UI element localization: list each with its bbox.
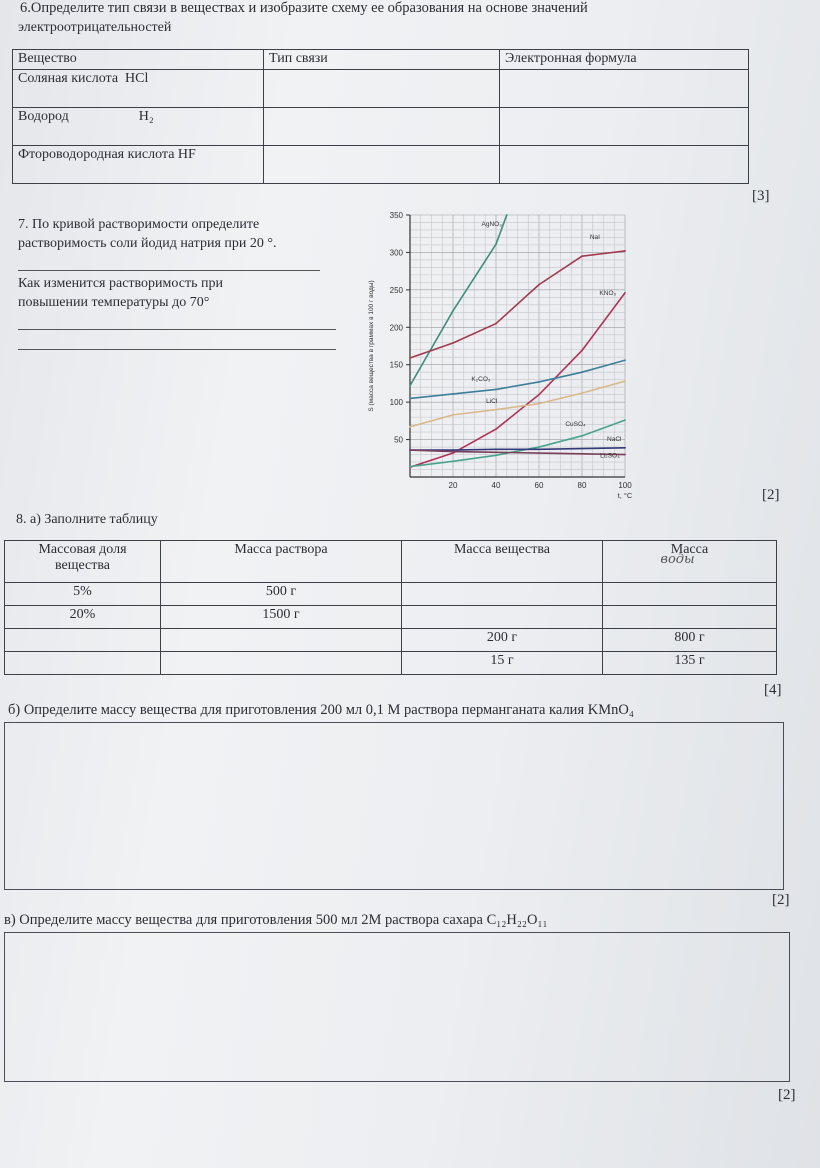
data-point bbox=[624, 359, 626, 361]
cell-mass-fraction[interactable]: 20% bbox=[5, 606, 161, 629]
data-point bbox=[495, 451, 497, 453]
q8-header-mass-fraction: Массовая доля вещества bbox=[5, 541, 161, 583]
data-point bbox=[409, 385, 411, 387]
q8b-answer-box[interactable] bbox=[4, 722, 784, 890]
series-label: CuSO₄ bbox=[565, 421, 586, 429]
y-tick-label: 250 bbox=[389, 285, 403, 295]
q6-table bbox=[12, 49, 749, 184]
cell-solution-mass[interactable] bbox=[161, 652, 402, 675]
substance-name: Фтороводородная кислота bbox=[18, 147, 175, 162]
y-tick-label: 50 bbox=[394, 435, 403, 445]
cell-solution-mass[interactable]: 1500 г bbox=[161, 606, 402, 629]
data-point bbox=[538, 284, 540, 286]
solubility-chart bbox=[355, 205, 645, 503]
series-label: LiCl bbox=[486, 397, 498, 405]
q8c-answer-box[interactable] bbox=[4, 932, 790, 1082]
y-tick-label: 100 bbox=[389, 398, 403, 408]
q6-header-substance: Вещество bbox=[13, 50, 264, 70]
data-point bbox=[495, 323, 497, 325]
q6-header-formula: Электронная формула bbox=[500, 50, 749, 70]
data-point bbox=[452, 451, 454, 453]
data-point bbox=[495, 428, 497, 430]
series-label: NaCl bbox=[607, 436, 622, 444]
substance-name: Соляная кислота bbox=[18, 71, 119, 86]
data-point bbox=[624, 419, 626, 421]
substance-formula: H₂ bbox=[138, 109, 154, 124]
cell-solution-mass[interactable]: 500 г bbox=[161, 583, 402, 606]
q6-cell-substance bbox=[13, 70, 264, 108]
cell-solution-mass[interactable] bbox=[161, 629, 402, 652]
q6-answer-bond-type[interactable] bbox=[264, 70, 500, 108]
x-tick-label: 60 bbox=[534, 481, 544, 490]
q7-line4: повышении температуры до 70° bbox=[18, 295, 210, 310]
cell-water-mass[interactable]: 800 г bbox=[603, 629, 777, 652]
data-point bbox=[581, 448, 583, 450]
data-point bbox=[538, 448, 540, 450]
data-point bbox=[409, 466, 411, 468]
q7-answer-line-3[interactable] bbox=[18, 349, 336, 350]
series-label: Li₂SO₄ bbox=[600, 452, 620, 460]
q8c-title: в) Определите массу вещества для приготовления 500 мл 2М раствора сахара C₁₂H₂₂O₁₁ bbox=[4, 912, 548, 928]
y-tick-label: 150 bbox=[389, 360, 403, 370]
data-point bbox=[624, 447, 626, 449]
table-row bbox=[5, 629, 777, 652]
cell-substance-mass[interactable]: 200 г bbox=[402, 629, 603, 652]
series-label: KNO₃ bbox=[599, 290, 617, 298]
series-label: K₂CO₃ bbox=[471, 376, 491, 384]
data-point bbox=[581, 350, 583, 352]
q6-answer-bond-type[interactable] bbox=[264, 108, 500, 146]
cell-substance-mass[interactable]: 15 г bbox=[402, 652, 603, 675]
q6-header-row bbox=[13, 50, 749, 70]
data-point bbox=[624, 250, 626, 252]
y-tick-label: 200 bbox=[389, 323, 403, 333]
series-label: NaI bbox=[589, 233, 600, 241]
data-point bbox=[409, 426, 411, 428]
q6-answer-formula[interactable] bbox=[500, 146, 749, 184]
data-point bbox=[506, 214, 508, 216]
q8-header-substance-mass: Масса вещества bbox=[402, 541, 603, 583]
x-tick-label: 40 bbox=[491, 481, 501, 490]
data-point bbox=[581, 371, 583, 373]
series-line bbox=[410, 215, 507, 386]
data-point bbox=[538, 452, 540, 454]
data-point bbox=[624, 292, 626, 294]
q7-line2: растворимость соли йодид натрия при 20 °. bbox=[18, 236, 277, 251]
data-point bbox=[452, 393, 454, 395]
x-tick-label: 100 bbox=[618, 481, 632, 490]
x-axis-label: t, °C bbox=[617, 491, 633, 500]
cell-mass-fraction[interactable] bbox=[5, 652, 161, 675]
data-point bbox=[409, 357, 411, 359]
table-row bbox=[13, 146, 749, 184]
data-point bbox=[409, 398, 411, 400]
data-point bbox=[495, 448, 497, 450]
data-point bbox=[538, 403, 540, 405]
cell-water-mass[interactable] bbox=[603, 583, 777, 606]
x-tick-label: 80 bbox=[577, 481, 587, 490]
cell-water-mass[interactable]: 135 г bbox=[603, 652, 777, 675]
q6-title-line2: электроотрицательностей bbox=[18, 20, 172, 35]
data-point bbox=[624, 454, 626, 456]
q6-answer-formula[interactable] bbox=[500, 108, 749, 146]
table-row bbox=[13, 70, 749, 108]
table-row bbox=[5, 606, 777, 629]
q6-answer-formula[interactable] bbox=[500, 70, 749, 108]
data-point bbox=[452, 342, 454, 344]
q7-line1: 7. По кривой растворимости определите bbox=[18, 217, 260, 232]
q8a-score: [4] bbox=[764, 682, 782, 698]
data-point bbox=[495, 243, 497, 245]
q8-header-solution-mass: Масса раствора bbox=[161, 541, 402, 583]
q7-score: [2] bbox=[762, 487, 780, 503]
q7-answer-line-1[interactable] bbox=[18, 270, 320, 271]
data-point bbox=[452, 310, 454, 312]
q6-answer-bond-type[interactable] bbox=[264, 146, 500, 184]
cell-water-mass[interactable] bbox=[603, 606, 777, 629]
q6-score: [3] bbox=[752, 188, 770, 204]
q8b-title: б) Определите массу вещества для приготовления 200 мл 0,1 М раствора перманганата калия KMnO₄ bbox=[8, 702, 634, 718]
data-point bbox=[409, 449, 411, 451]
q7-answer-line-2[interactable] bbox=[18, 329, 336, 330]
y-tick-label: 350 bbox=[389, 211, 403, 220]
q8-header-water-mass bbox=[603, 541, 777, 583]
table-row bbox=[5, 652, 777, 675]
q8-header-row bbox=[5, 541, 777, 583]
q8-header-water-mass-label: Масса bbox=[670, 542, 709, 557]
data-point bbox=[624, 380, 626, 382]
q6-cell-substance bbox=[13, 108, 264, 146]
data-point bbox=[452, 460, 454, 462]
y-axis-label: S (масса вещества в граммах в 100 г воды) bbox=[368, 280, 375, 412]
data-point bbox=[538, 394, 540, 396]
substance-formula: HCl bbox=[125, 71, 149, 86]
series-label: AgNO₃ bbox=[481, 221, 502, 229]
x-tick-label: 20 bbox=[448, 481, 458, 490]
data-point bbox=[581, 435, 583, 437]
data-point bbox=[581, 453, 583, 455]
substance-name: Водород bbox=[18, 109, 69, 124]
cell-mass-fraction[interactable] bbox=[5, 629, 161, 652]
substance-formula: HF bbox=[177, 147, 196, 162]
cell-substance-mass[interactable] bbox=[402, 606, 603, 629]
data-point bbox=[581, 255, 583, 257]
handwritten-note: воды bbox=[660, 552, 695, 567]
q6-cell-substance bbox=[13, 146, 264, 184]
q8c-score: [2] bbox=[778, 1087, 796, 1103]
table-row bbox=[13, 108, 749, 146]
data-point bbox=[452, 414, 454, 416]
q8b-score: [2] bbox=[772, 892, 790, 908]
data-point bbox=[495, 454, 497, 456]
data-point bbox=[495, 389, 497, 391]
data-point bbox=[538, 446, 540, 448]
q6-title-line1: 6.Определите тип связи в веществах и изобразите схему ее образования на основе значений bbox=[20, 0, 588, 16]
cell-mass-fraction[interactable]: 5% bbox=[5, 583, 161, 606]
q7-line3: Как изменится растворимость при bbox=[18, 276, 223, 291]
data-point bbox=[495, 409, 497, 411]
y-tick-label: 300 bbox=[389, 248, 403, 258]
data-point bbox=[538, 381, 540, 383]
q8a-title: 8. а) Заполните таблицу bbox=[16, 512, 158, 527]
q8-table bbox=[4, 540, 777, 675]
cell-substance-mass[interactable] bbox=[402, 583, 603, 606]
table-row bbox=[5, 583, 777, 606]
data-point bbox=[581, 392, 583, 394]
q6-header-bond-type: Тип связи bbox=[264, 50, 500, 70]
